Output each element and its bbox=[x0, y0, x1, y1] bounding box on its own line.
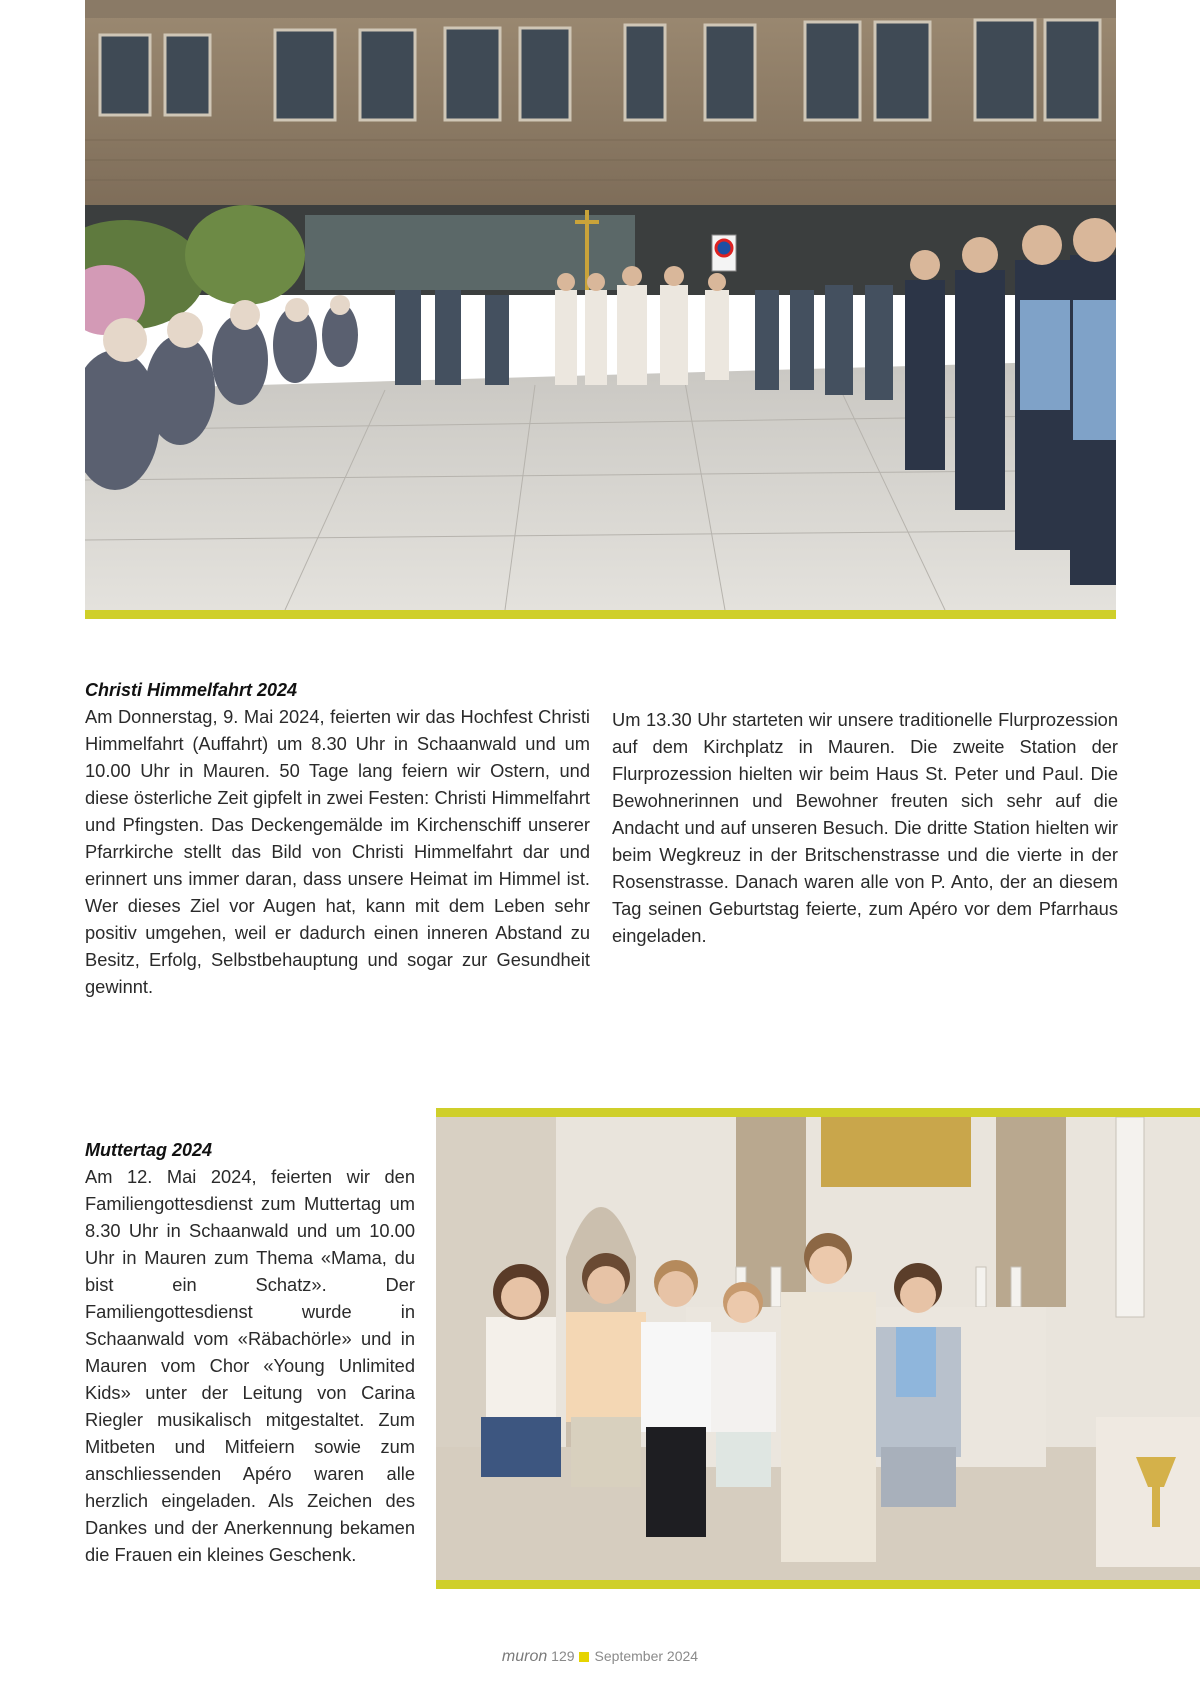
footer-square-icon bbox=[579, 1652, 589, 1662]
procession-photo bbox=[85, 0, 1116, 610]
issue-date: September 2024 bbox=[594, 1648, 699, 1664]
issue-number: 129 bbox=[551, 1648, 575, 1664]
page-footer bbox=[0, 1648, 1200, 1666]
mothers-day-photo bbox=[436, 1117, 1200, 1580]
photo-icon bbox=[85, 0, 1116, 610]
photo-accent-bar bbox=[436, 1580, 1200, 1589]
article-paragraph: Am 12. Mai 2024, feierten wir den Familiengottesdienst zum Muttertag um 8.30 Uhr in Schaanwald und um 10.00 Uhr in Mauren zum Thema «Mama, du bist ein Schatz». Der Familiengottesdienst wurde in Schaanwald vom «Räbachörle» und in Mauren vom Chor «Young Unlimited Kids» unter der Leitung von Carina Riegler musikalisch mitgestaltet. Zum Mitbeten und Mitfeiern sowie zum anschliessenden Apéro waren alle herzlich eingeladen. Als Zeichen des Dankes und der Anerkennung bekamen die Frauen ein kleines Geschenk. bbox=[85, 1166, 415, 1565]
article-title: Christi Himmelfahrt 2024 bbox=[85, 680, 298, 700]
article-title: Muttertag 2024 bbox=[85, 1140, 213, 1160]
photo-accent-bar bbox=[85, 610, 1116, 619]
article-ascension-column-2 bbox=[612, 706, 1118, 949]
photo-accent-bar bbox=[436, 1108, 1200, 1117]
article-mothers-day bbox=[85, 1140, 415, 1568]
article-paragraph: Um 13.30 Uhr starteten wir unsere traditionelle Flurprozession auf dem Kirchplatz in Mauren. Die zweite Station der Flurprozession hielten wir beim Haus St. Peter und Paul. Die Bewohnerinnen und Bewohner freuten sich sehr auf die Andacht und auf unseren Besuch. Die dritte Station hielten wir beim Wegkreuz in der Britschenstrasse und die vierte in der Rosenstrasse. Danach waren alle von P. Anto, der an diesem Tag seinen Geburtstag feierte, zum Apéro vor dem Pfarrhaus eingeladen. bbox=[612, 709, 1118, 946]
magazine-name: muron bbox=[501, 1648, 548, 1665]
article-paragraph: Am Donnerstag, 9. Mai 2024, feierten wir das Hochfest Christi Himmelfahrt (Auffahrt) um 8.30 Uhr in Schaanwald und um 10.00 Uhr in Mauren. 50 Tage lang feiern wir Ostern, und diese österliche Zeit gipfelt in zwei Festen: Christi Himmelfahrt und Pfingsten. Das Deckengemälde im Kirchenschiff unserer Pfarrkirche stellt das Bild von Christi Himmelfahrt dar und erinnert uns immer daran, dass unsere Heimat im Himmel ist. Wer dieses Ziel vor Augen hat, kann mit dem Leben sehr positiv umgehen, weil er dadurch einen inneren Abstand zu Besitz, Erfolg, Selbstbehauptung und sogar zur Gesundheit gewinnt. bbox=[85, 706, 590, 997]
article-ascension bbox=[85, 680, 590, 1000]
photo-icon bbox=[436, 1117, 1200, 1580]
